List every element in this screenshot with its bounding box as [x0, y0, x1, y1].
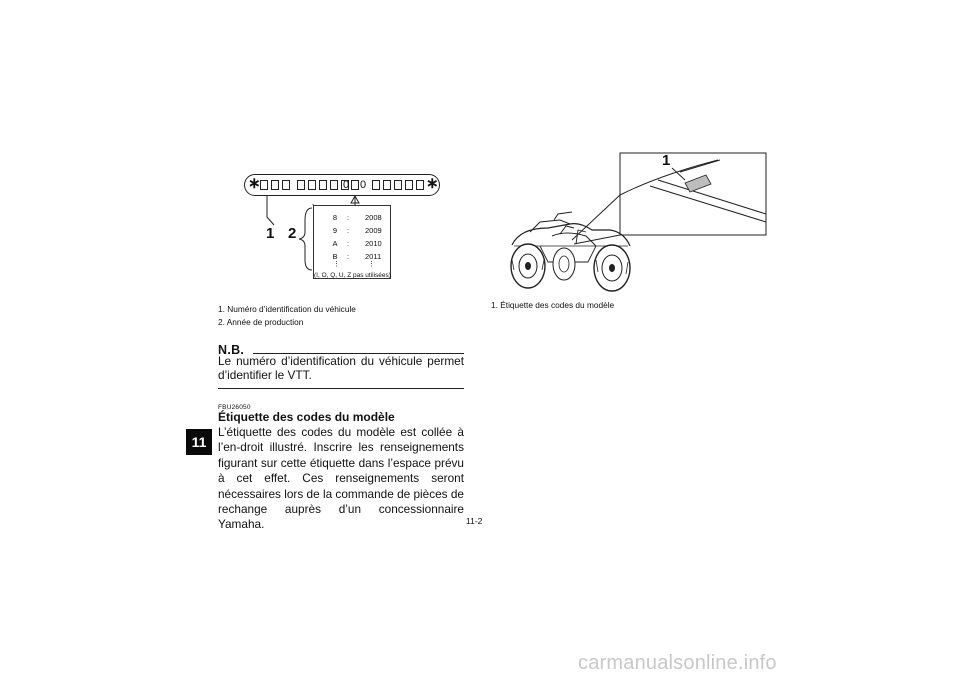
vin-zero-char: 0: [343, 179, 350, 191]
section-heading: Étiquette des codes du modèle: [218, 410, 395, 424]
ellipsis-icon: ⋮: [333, 261, 340, 268]
star-icon: ∗: [248, 175, 261, 192]
caption-vin: 1. Numéro d’identification du véhicule: [218, 304, 356, 314]
note-body: Le numéro d’identification du véhicule permet d’identifier le VTT.: [218, 354, 464, 382]
atv-callout-1-label: 1: [662, 152, 671, 169]
callout-2-label: 2: [288, 225, 297, 242]
callout-1-label: 1: [266, 225, 275, 242]
vin-box: [330, 180, 338, 190]
year-row: 9 : 2009: [332, 226, 382, 235]
vin-box: [297, 180, 305, 190]
chapter-tab: 11: [186, 429, 212, 455]
year-row: 8 : 2008: [332, 213, 382, 222]
production-year-table: [313, 205, 391, 279]
vin-box: [271, 180, 279, 190]
vin-box-year: [351, 180, 359, 190]
vin-box: [282, 180, 290, 190]
unused-letters-note: (I, O, Q, U, Z pas utilisées): [314, 272, 391, 279]
ellipsis-icon: ⋮: [368, 261, 375, 268]
vin-box: [372, 180, 380, 190]
vin-box: [260, 180, 268, 190]
section-code: FBU26050: [218, 404, 251, 411]
vin-box: [383, 180, 391, 190]
vin-box: [394, 180, 402, 190]
page-number: 11-2: [466, 516, 483, 526]
vin-box: [308, 180, 316, 190]
vin-box: [405, 180, 413, 190]
vin-zero-char: 0: [360, 179, 367, 191]
atv-illustration: [500, 150, 770, 300]
caption-model-label: 1. Étiquette des codes du modèle: [491, 300, 615, 310]
note-rule-bottom: [218, 388, 464, 389]
caption-production-year: 2. Année de production: [218, 317, 304, 327]
note-title: N.B.: [218, 343, 245, 357]
star-icon: ∗: [426, 175, 439, 192]
year-row: B : 2011: [332, 252, 382, 261]
vin-box: [416, 180, 424, 190]
watermark: carmanualsonline.info: [578, 652, 777, 674]
vin-box: [319, 180, 327, 190]
section-body: L’étiquette des codes du modèle est collée à l’en-droit illustré. Inscrire les renseignements figurant sur cette étiquette dans l’espace prévu à cet effet. Ces renseignements seront nécessaires lors de la commande de pièces de rechange auprès d’un concessionnaire Yamaha.: [218, 425, 464, 532]
year-row: A : 2010: [332, 239, 382, 248]
